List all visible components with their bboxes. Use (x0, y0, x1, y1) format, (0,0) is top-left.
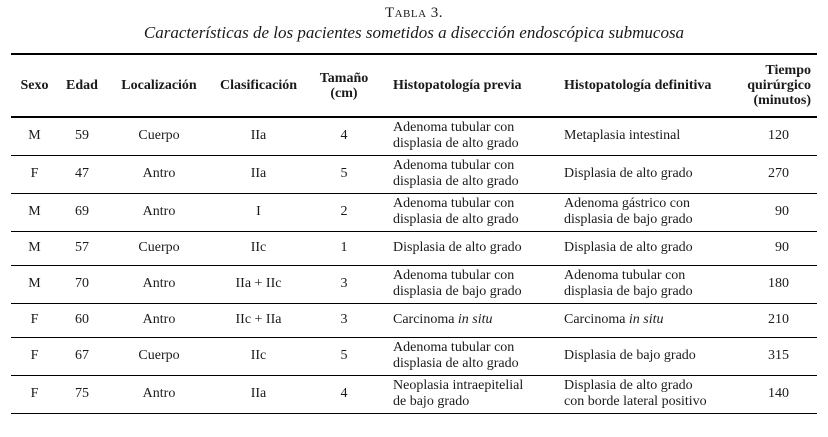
header-sexo: Sexo (11, 54, 58, 117)
cell-sexo: M (11, 117, 58, 155)
cell-edad: 70 (58, 265, 106, 303)
cell-clasificacion: IIa (212, 155, 305, 193)
cell-clasificacion: IIa + IIc (212, 265, 305, 303)
cell-tamano: 4 (305, 117, 383, 155)
cell-tiempo: 120 (730, 117, 817, 155)
table-row (11, 303, 817, 337)
cell-tiempo: 315 (730, 337, 817, 375)
cell-line: Adenoma tubular con (393, 268, 515, 283)
cell-tamano: 3 (305, 303, 383, 337)
cell-edad: 75 (58, 375, 106, 413)
cell-italic-text: in situ (628, 312, 664, 327)
cell-line: Displasia de alto grado (564, 378, 693, 393)
cell-clasificacion: IIc + IIa (212, 303, 305, 337)
cell-line: displasia de alto grado (393, 356, 519, 371)
cell-line: Neoplasia intraepitelial (393, 378, 524, 393)
table-title: Características de los pacientes sometidos a disección endoscópica submucosa (143, 23, 685, 42)
cell-line: Adenoma tubular con (393, 158, 515, 173)
cell-line: displasia de bajo grado (564, 212, 693, 227)
cell-definitiva (554, 155, 730, 193)
cell-definitiva (554, 231, 730, 265)
cell-line: Adenoma tubular con (393, 120, 515, 136)
cell-localizacion: Antro (106, 155, 212, 193)
cell-line: Displasia de alto grado (393, 240, 522, 255)
cell-previa (383, 117, 554, 155)
cell-previa (383, 231, 554, 265)
cell-tamano: 5 (305, 155, 383, 193)
cell-tiempo: 270 (730, 155, 817, 193)
cell-clasificacion: IIa (212, 117, 305, 155)
cell-definitiva (554, 265, 730, 303)
cell-tamano: 4 (305, 375, 383, 413)
cell-tamano: 3 (305, 265, 383, 303)
cell-line: Metaplasia intestinal (564, 128, 681, 144)
cell-previa (383, 155, 554, 193)
cell-edad: 47 (58, 155, 106, 193)
cell-edad: 69 (58, 193, 106, 231)
cell-localizacion: Cuerpo (106, 337, 212, 375)
table-row (11, 231, 817, 265)
cell-tamano: 2 (305, 193, 383, 231)
header-histopatologia-definitiva: Histopatología definitiva (554, 54, 730, 117)
cell-definitiva (554, 375, 730, 413)
cell-localizacion: Antro (106, 193, 212, 231)
cell-sexo: M (11, 193, 58, 231)
cell-clasificacion: I (212, 193, 305, 231)
cell-tiempo: 210 (730, 303, 817, 337)
header-clasificacion: Clasificación (212, 54, 305, 117)
cell-previa (383, 265, 554, 303)
cell-localizacion: Cuerpo (106, 117, 212, 155)
cell-line: Adenoma tubular con (564, 268, 686, 283)
header-row (11, 54, 817, 117)
cell-sexo: F (11, 303, 58, 337)
cell-line: Displasia de bajo grado (564, 348, 696, 363)
cell-definitiva (554, 193, 730, 231)
cell-edad: 60 (58, 303, 106, 337)
cell-edad: 67 (58, 337, 106, 375)
cell-definitiva (554, 117, 730, 155)
table-row (11, 155, 817, 193)
table-body (11, 117, 817, 413)
cell-line: Adenoma tubular con (393, 340, 515, 355)
cell-clasificacion: IIc (212, 231, 305, 265)
cell-line: de bajo grado (393, 394, 470, 409)
cell-previa (383, 193, 554, 231)
cell-tiempo: 90 (730, 231, 817, 265)
cell-localizacion: Antro (106, 265, 212, 303)
cell-line: displasia de alto grado (393, 212, 519, 227)
cell-clasificacion: IIa (212, 375, 305, 413)
cell-previa (383, 337, 554, 375)
table-row (11, 337, 817, 375)
cell-tamano: 1 (305, 231, 383, 265)
cell-line: Carcinoma (393, 312, 458, 327)
cell-localizacion: Antro (106, 375, 212, 413)
cell-localizacion: Cuerpo (106, 231, 212, 265)
cell-line: displasia de alto grado (393, 136, 519, 152)
cell-line: Adenoma tubular con (393, 196, 515, 211)
table-row (11, 375, 817, 413)
header-localizacion: Localización (106, 54, 212, 117)
cell-sexo: M (11, 231, 58, 265)
cell-edad: 59 (58, 117, 106, 155)
cell-sexo: F (11, 337, 58, 375)
cell-tiempo: 180 (730, 265, 817, 303)
cell-tiempo: 140 (730, 375, 817, 413)
cell-line: con borde lateral positivo (564, 394, 707, 409)
cell-previa (383, 303, 554, 337)
cell-sexo: F (11, 375, 58, 413)
cell-previa (383, 375, 554, 413)
table-row (11, 117, 817, 155)
table-number: Tabla 3. (384, 5, 444, 21)
cell-line: Displasia de alto grado (564, 240, 693, 255)
cell-edad: 57 (58, 231, 106, 265)
cell-definitiva (554, 303, 730, 337)
cell-localizacion: Antro (106, 303, 212, 337)
patients-table (11, 53, 817, 414)
cell-line: Carcinoma (564, 312, 629, 327)
table-row (11, 193, 817, 231)
cell-sexo: M (11, 265, 58, 303)
cell-tiempo: 90 (730, 193, 817, 231)
cell-tamano: 5 (305, 337, 383, 375)
cell-definitiva (554, 337, 730, 375)
cell-line: Displasia de alto grado (564, 166, 693, 181)
cell-line: displasia de bajo grado (393, 284, 522, 299)
header-edad: Edad (58, 54, 106, 117)
cell-clasificacion: IIc (212, 337, 305, 375)
cell-line: displasia de alto grado (393, 174, 519, 189)
cell-line: displasia de bajo grado (564, 284, 693, 299)
cell-line: Adenoma gástrico con (564, 196, 690, 211)
table-caption (0, 5, 828, 43)
header-tamano: Tamaño (cm) (305, 54, 383, 117)
cell-sexo: F (11, 155, 58, 193)
header-tiempo-quirurgico: Tiempo quirúrgico (minutos) (730, 54, 817, 117)
header-histopatologia-previa: Histopatología previa (383, 54, 554, 117)
table-row (11, 265, 817, 303)
cell-italic-text: in situ (457, 312, 493, 327)
